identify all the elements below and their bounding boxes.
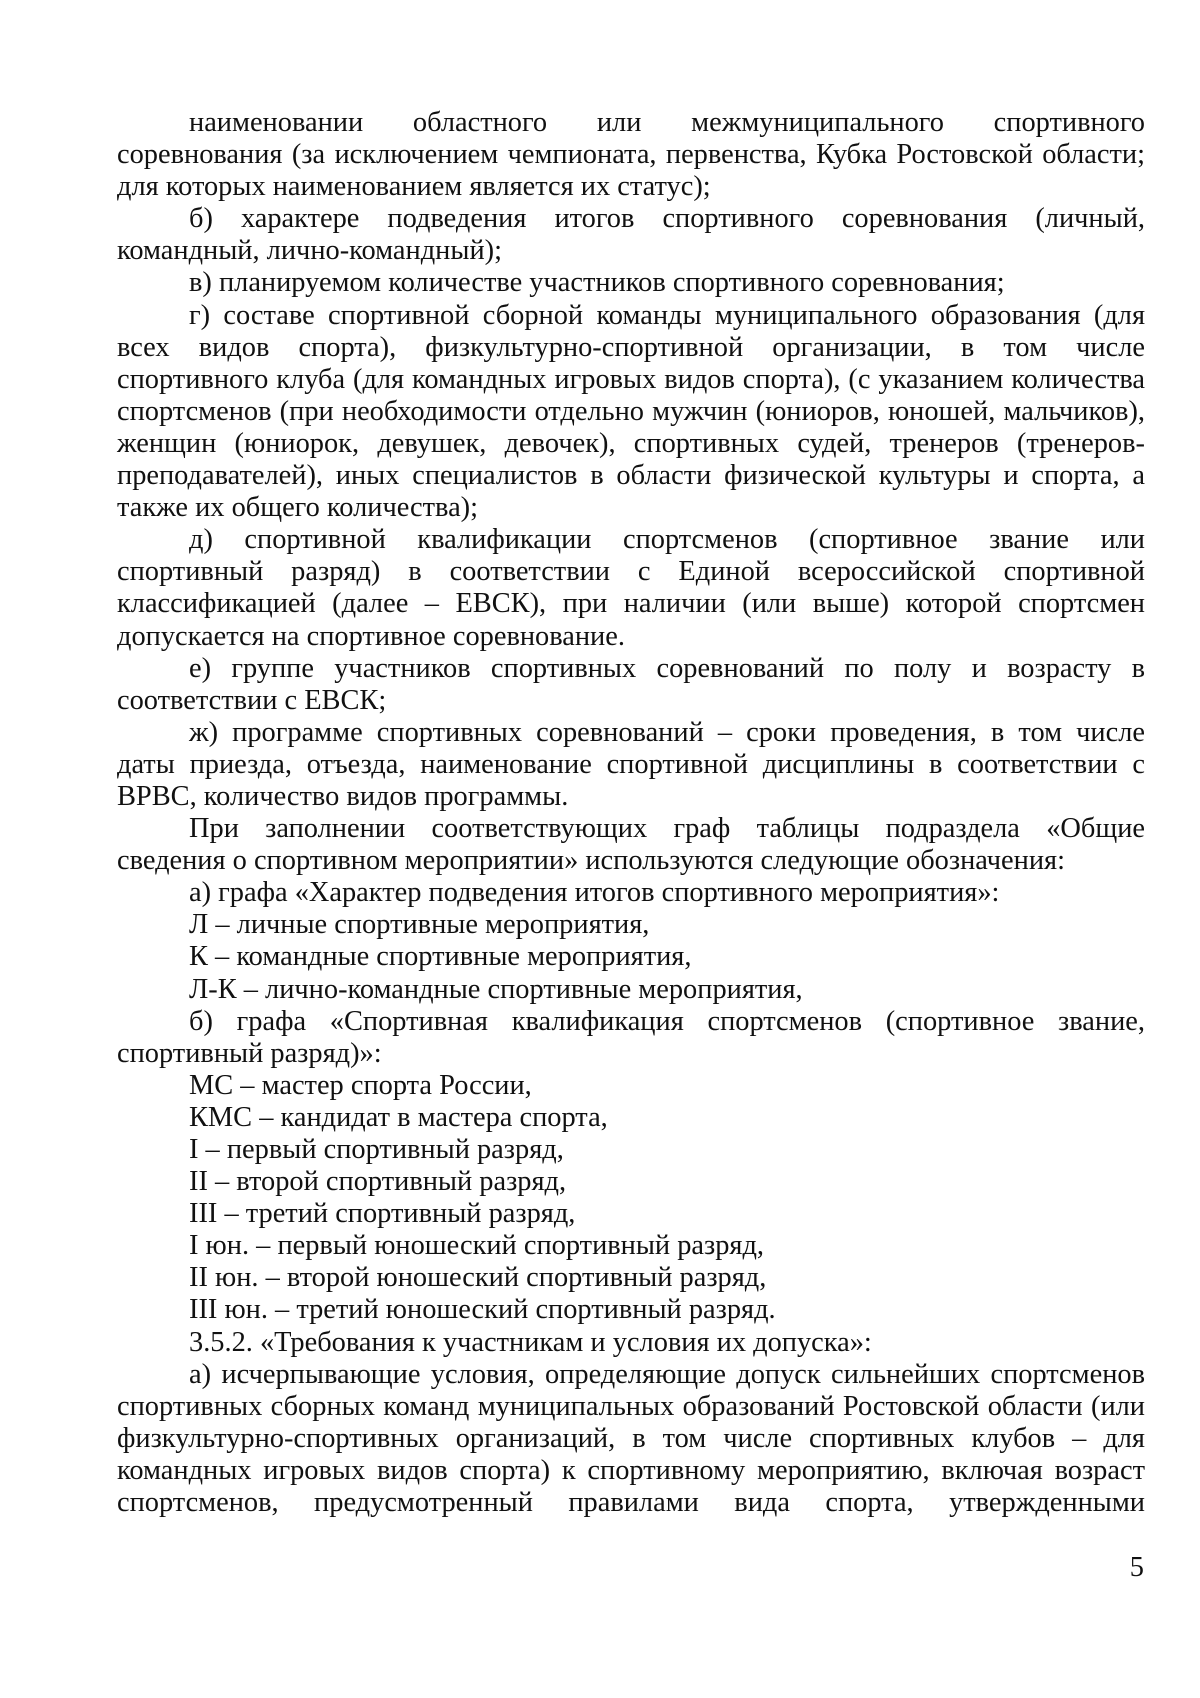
list-item: МС – мастер спорта России,	[189, 1069, 532, 1101]
list-item: II юн. – второй юношеский спортивный разряд,	[189, 1262, 767, 1294]
paragraph: ж) программе спортивных соревнований – сроки проведения, в том числе даты приезда, отъезда, наименование спортивной дисциплины в соответствии с ВРВС, количество видов программы.	[117, 716, 1145, 812]
section-heading: 3.5.2. «Требования к участникам и условия их допуска»:	[189, 1326, 872, 1358]
list-item: Л – личные спортивные мероприятия,	[189, 909, 650, 941]
page-number: 5	[1129, 1552, 1144, 1583]
paragraph: б) характере подведения итогов спортивного соревнования (личный, командный, лично-командный);	[117, 203, 1145, 267]
paragraph: в) планируемом количестве участников спортивного соревнования;	[189, 267, 1005, 299]
paragraph: д) спортивной квалификации спортсменов (спортивное звание или спортивный разряд) в соответствии с Единой всероссийской спортивной классификацией (далее – ЕВСК), при наличии (или выше) которой спортсмен допускается на спортивное соревнование.	[117, 524, 1145, 652]
list-item: III – третий спортивный разряд,	[189, 1198, 576, 1230]
list-item: Л-К – лично-командные спортивные мероприятия,	[189, 973, 803, 1005]
paragraph: б) графа «Спортивная квалификация спортсменов (спортивное звание, спортивный разряд)»:	[117, 1005, 1145, 1069]
paragraph: а) графа «Характер подведения итогов спортивного мероприятия»:	[189, 877, 1000, 909]
paragraph: наименовании областного или межмуниципального спортивного соревнования (за исключением чемпионата, первенства, Кубка Ростовской области; для которых наименованием является их статус);	[117, 107, 1145, 203]
paragraph: а) исчерпывающие условия, определяющие допуск сильнейших спортсменов спортивных сборных команд муниципальных образований Ростовской области (или физкультурно-спортивных организаций, в том числе спортивных клубов – для командных игровых видов спорта) к спортивному мероприятию, включая возраст спортсменов, предусмотренный правилами вида спорта, утвержденными	[117, 1358, 1145, 1519]
list-item: I – первый спортивный разряд,	[189, 1134, 564, 1165]
list-item: I юн. – первый юношеский спортивный разряд,	[189, 1230, 765, 1262]
list-item: КМС – кандидат в мастера спорта,	[189, 1101, 608, 1133]
list-item: III юн. – третий юношеский спортивный разряд.	[189, 1294, 776, 1326]
paragraph: г) составе спортивной сборной команды муниципального образования (для всех видов спорта), физкультурно-спортивной организации, в том числе спортивного клуба (для командных игровых видов спорта), (с указанием количества спортсменов (при необходимости отдельно мужчин (юниоров, юношей, мальчиков), женщин (юниорок, девушек, девочек), спортивных судей, тренеров (тренеров-преподавателей), иных специалистов в области физической культуры и спорта, а также их общего количества);	[117, 299, 1145, 524]
paragraph: е) группе участников спортивных соревнований по полу и возрасту в соответствии с ЕВСК;	[117, 652, 1145, 716]
list-item: К – командные спортивные мероприятия,	[189, 941, 692, 973]
list-item: II – второй спортивный разряд,	[189, 1166, 567, 1198]
paragraph: При заполнении соответствующих граф таблицы подраздела «Общие сведения о спортивном мероприятии» используются следующие обозначения:	[117, 813, 1145, 877]
document-body	[117, 107, 1145, 1519]
